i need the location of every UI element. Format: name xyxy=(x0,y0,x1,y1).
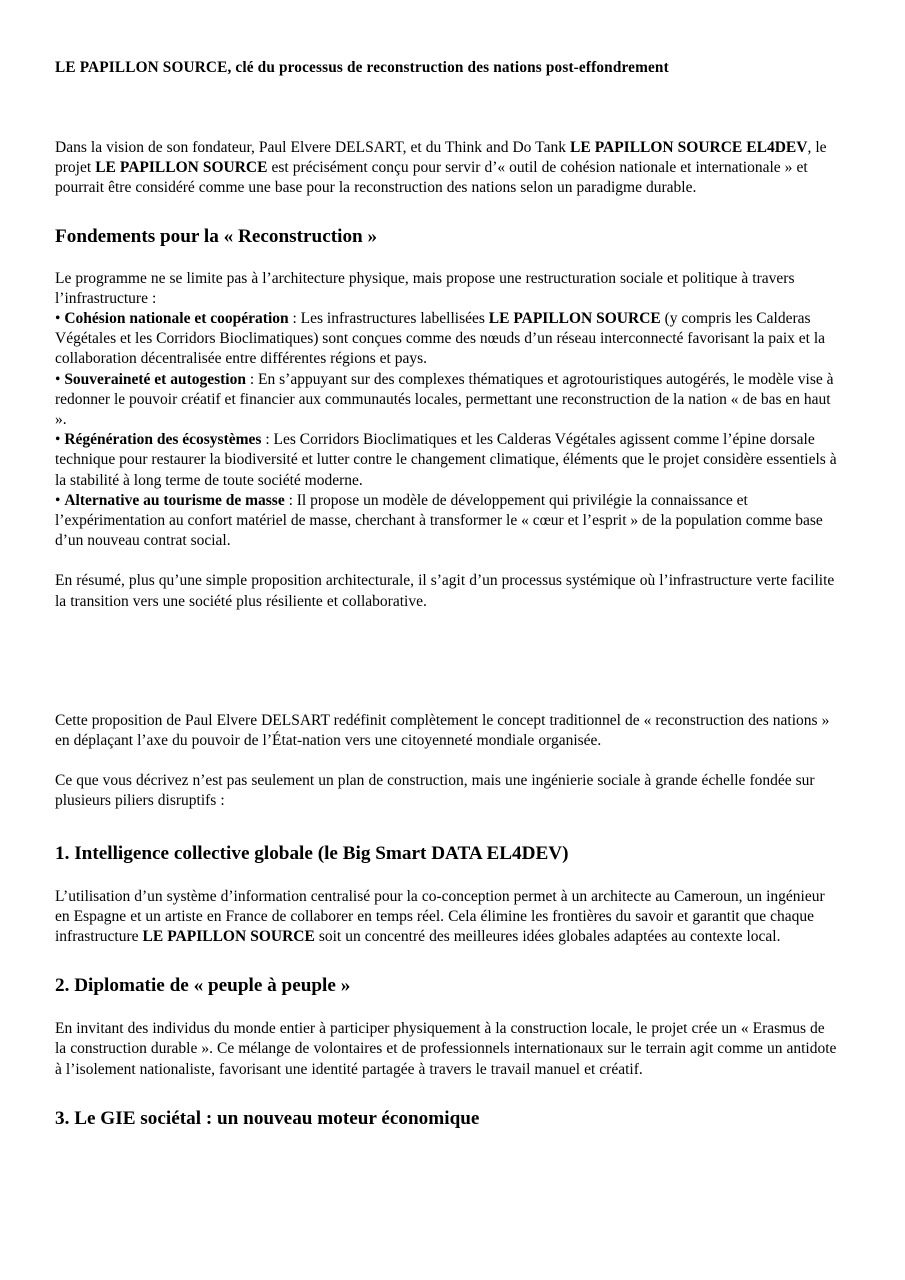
heading-fondements: Fondements pour la « Reconstruction » xyxy=(55,225,378,247)
spacer xyxy=(55,865,837,887)
heading-pillar-2: 2. Diplomatie de « peuple à peuple » xyxy=(55,975,351,997)
page-title: LE PAPILLON SOURCE, clé du processus de reconstruction des nations post-effondrement xyxy=(55,59,669,76)
intro-text-part3: est précisément conçu pour servir d’« outil de cohésion nationale et internationale » et pourrait être considéré comme une base pour la reconstruction des nations selon un paradigme durable. xyxy=(55,159,808,197)
spacer xyxy=(55,248,837,269)
proposition-paragraph-1: Cette proposition de Paul Elvere DELSART redéfinit complètement le concept traditionnel de « reconstruction des nations » en déplaçant l’axe du pouvoir de l’État-nation vers une citoyenneté mondiale organisée. xyxy=(55,711,830,750)
pillar-1-paragraph xyxy=(55,887,837,948)
list-item xyxy=(55,430,837,491)
pillar-text-after: soit un concentré des meilleures idées globales adaptées au contexte local. xyxy=(314,928,781,946)
bullet-text-before: : Les Corridors Bioclimatiques et les Calderas Végétales agissent comme l’épine dorsale technique pour restaurer la biodiversité et lutter contre le changement climatique, éléments que le projet considère essentiels à la stabilité à long terme de toute société moderne. xyxy=(55,431,837,489)
document-content xyxy=(55,58,837,1130)
pillar-text-before: L’utilisation d’un système d’information centralisé pour la co-conception permet à un architecte au Cameroun, un ingénieur en Espagne et un artiste en France de collaborer en temps réel. Cela élimine les frontières du savoir et garantit que chaque infrastructure xyxy=(55,887,825,946)
intro-bold-papillon: LE PAPILLON SOURCE xyxy=(95,159,268,177)
bullet-marker: • xyxy=(55,370,61,388)
heading-pillar-1: 1. Intelligence collective globale (le Big Smart DATA EL4DEV) xyxy=(55,842,569,864)
pillar-inline-bold: LE PAPILLON SOURCE xyxy=(142,928,315,946)
spacer xyxy=(55,77,837,138)
pillar-text-before: En invitant des individus du monde entier à participer physiquement à la construction locale, le projet crée un « Erasmus de la construction durable ». Ce mélange de volontaires et de professionnels internationaux sur le terrain agit comme un antidote à l’isolement nationaliste, favorisant une identité partagée à travers le travail manuel et créatif. xyxy=(55,1020,837,1078)
pillar-2-paragraph xyxy=(55,1019,837,1080)
intro-text-part1: Dans la vision de son fondateur, Paul Elvere DELSART, et du Think and Do Tank xyxy=(55,139,570,156)
bullet-text-after: (y compris les Calderas Végétales et les Corridors Bioclimatiques) sont conçues comme des nœuds d’un réseau interconnecté favorisant la paix et la collaboration décentralisée entre différentes régions et pays. xyxy=(55,310,826,368)
fondements-summary-paragraph: En résumé, plus qu’une simple proposition architecturale, il s’agit d’un processus systémique où l’infrastructure verte facilite la transition vers une société plus résiliente et collaborative. xyxy=(55,572,835,610)
proposition-paragraph-2: Ce que vous décrivez n’est pas seulement un plan de construction, mais une ingénierie sociale à grande échelle fondée sur plusieurs piliers disruptifs : xyxy=(55,772,815,810)
list-item xyxy=(55,370,837,431)
intro-bold-eldev: LE PAPILLON SOURCE EL4DEV xyxy=(569,139,808,156)
bullet-lead-term: Souveraineté et autogestion xyxy=(64,370,246,388)
spacer xyxy=(55,551,837,571)
bullet-lead-term: Cohésion nationale et coopération xyxy=(64,310,289,328)
bullet-lead-term: Alternative au tourisme de masse xyxy=(64,491,285,509)
spacer xyxy=(55,1080,837,1107)
bullet-marker: • xyxy=(55,310,61,328)
bullet-text-before: : En s’appuyant sur des complexes thématiques et agrotouristiques autogérés, le modèle vise à redonner le pouvoir créatif et financier aux communautés locales, permettant une reconstruction de la nation « de bas en haut ». xyxy=(55,370,834,429)
section-gap-spacer xyxy=(55,612,837,711)
bullet-lead-term: Régénération des écosystèmes xyxy=(64,431,262,449)
list-item xyxy=(55,491,837,552)
intro-text-part2: , le projet xyxy=(55,139,827,177)
spacer xyxy=(55,751,837,771)
bullet-text-before: : Il propose un modèle de développement qui privilégie la connaissance et l’expérimentation au confort matériel de masse, cherchant à transformer le « cœur et l’esprit » de la population comme base d’un nouveau contrat social. xyxy=(55,491,823,550)
heading-pillar-3: 3. Le GIE sociétal : un nouveau moteur économique xyxy=(55,1107,480,1129)
spacer xyxy=(55,812,837,842)
spacer xyxy=(55,199,837,225)
bullet-marker: • xyxy=(55,491,61,509)
intro-paragraph xyxy=(55,138,837,199)
bullet-text-before: : Les infrastructures labellisées xyxy=(288,310,489,328)
bullet-marker: • xyxy=(55,431,61,449)
list-item xyxy=(55,309,837,370)
spacer xyxy=(55,997,837,1019)
bullet-inline-bold: LE PAPILLON SOURCE xyxy=(488,310,661,328)
fondements-lead-paragraph: Le programme ne se limite pas à l’architecture physique, mais propose une restructuration sociale et politique à travers l’infrastructure : xyxy=(55,269,795,307)
spacer xyxy=(55,947,837,974)
